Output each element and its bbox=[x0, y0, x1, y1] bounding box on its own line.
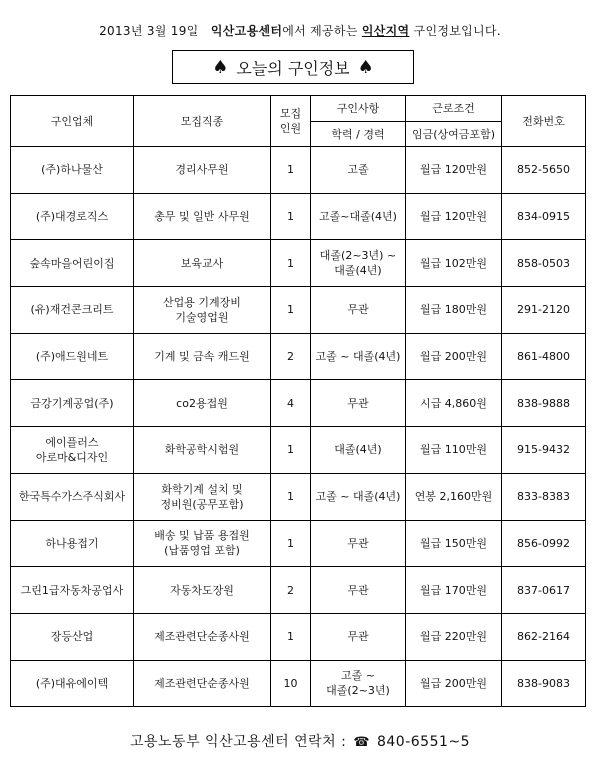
cell-job: 총무 및 일반 사무원 bbox=[134, 193, 271, 240]
table-row bbox=[11, 193, 586, 240]
cell-education: 고졸 ~ 대졸(2~3년) bbox=[311, 660, 406, 707]
cell-education: 무관 bbox=[311, 287, 406, 334]
cell-count: 4 bbox=[271, 380, 311, 427]
spade-icon: ♠ bbox=[212, 56, 229, 78]
cell-job: 기계 및 금속 캐드원 bbox=[134, 333, 271, 380]
cell-job: 자동차도장원 bbox=[134, 567, 271, 614]
col-header-count bbox=[271, 96, 311, 147]
cell-job: 경리사무원 bbox=[134, 147, 271, 194]
cell-phone: 861-4800 bbox=[502, 333, 586, 380]
telephone-icon: ☎ bbox=[353, 735, 371, 750]
cell-phone: 834-0915 bbox=[502, 193, 586, 240]
table-row bbox=[11, 287, 586, 334]
cell-count: 2 bbox=[271, 567, 311, 614]
cell-education: 무관 bbox=[311, 567, 406, 614]
cell-wage: 월급 180만원 bbox=[406, 287, 502, 334]
cell-wage: 월급 120만원 bbox=[406, 147, 502, 194]
cell-wage: 월급 200만원 bbox=[406, 660, 502, 707]
cell-company: 에이플러스 아로마&디자인 bbox=[11, 427, 134, 474]
cell-job: 제조관련단순종사원 bbox=[134, 660, 271, 707]
cell-education: 무관 bbox=[311, 613, 406, 660]
table-row bbox=[11, 613, 586, 660]
cell-wage: 월급 220만원 bbox=[406, 613, 502, 660]
cell-company: (주)대유에이텍 bbox=[11, 660, 134, 707]
col-header-job: 모집직종 bbox=[134, 96, 271, 147]
cell-education: 고졸 ~ 대졸(4년) bbox=[311, 333, 406, 380]
cell-count: 1 bbox=[271, 520, 311, 567]
cell-wage: 연봉 2,160만원 bbox=[406, 473, 502, 520]
cell-phone: 862-2164 bbox=[502, 613, 586, 660]
cell-company: 한국특수가스주식회사 bbox=[11, 473, 134, 520]
header-region: 익산지역 bbox=[361, 24, 410, 38]
footer-contact bbox=[0, 731, 600, 751]
cell-job: 보육교사 bbox=[134, 240, 271, 287]
cell-count: 10 bbox=[271, 660, 311, 707]
cell-job: 배송 및 납품 용접원 (납품영업 포함) bbox=[134, 520, 271, 567]
header-mid: 에서 제공하는 bbox=[282, 24, 358, 38]
cell-count: 2 bbox=[271, 333, 311, 380]
footer-phone: 840-6551~5 bbox=[376, 734, 471, 750]
table-row bbox=[11, 473, 586, 520]
cell-job: 화학공학시험원 bbox=[134, 427, 271, 474]
cell-company: 그린1급자동차공업사 bbox=[11, 567, 134, 614]
cell-company: 금강기계공업(주) bbox=[11, 380, 134, 427]
cell-education: 고졸 bbox=[311, 147, 406, 194]
cell-company: (주)애드원네트 bbox=[11, 333, 134, 380]
cell-count: 1 bbox=[271, 240, 311, 287]
cell-count: 1 bbox=[271, 427, 311, 474]
cell-wage: 월급 150만원 bbox=[406, 520, 502, 567]
table-row bbox=[11, 147, 586, 194]
cell-wage: 월급 200만원 bbox=[406, 333, 502, 380]
cell-count: 1 bbox=[271, 147, 311, 194]
cell-education: 고졸~대졸(4년) bbox=[311, 193, 406, 240]
table-row bbox=[11, 333, 586, 380]
job-listings-table bbox=[10, 95, 586, 707]
cell-count: 1 bbox=[271, 613, 311, 660]
cell-job: 화학기계 설치 및 정비원(공무포함) bbox=[134, 473, 271, 520]
cell-job: 제조관련단순종사원 bbox=[134, 613, 271, 660]
cell-phone: 856-0992 bbox=[502, 520, 586, 567]
col-header-wage: 임금(상여금포함) bbox=[406, 122, 502, 147]
cell-wage: 월급 120만원 bbox=[406, 193, 502, 240]
col-header-conditions: 근로조건 bbox=[406, 96, 502, 122]
cell-phone: 838-9888 bbox=[502, 380, 586, 427]
table-row bbox=[11, 427, 586, 474]
cell-company: (주)대경로직스 bbox=[11, 193, 134, 240]
table-row bbox=[11, 380, 586, 427]
cell-education: 대졸(4년) bbox=[311, 427, 406, 474]
cell-education: 무관 bbox=[311, 520, 406, 567]
col-header-count-line2: 인원 bbox=[279, 122, 302, 135]
cell-company: 숲속마을어린이집 bbox=[11, 240, 134, 287]
col-header-education: 학력 / 경력 bbox=[311, 122, 406, 147]
page-title: 오늘의 구인정보 bbox=[236, 58, 350, 78]
col-header-phone: 전화번호 bbox=[502, 96, 586, 147]
cell-wage: 월급 110만원 bbox=[406, 427, 502, 474]
cell-count: 1 bbox=[271, 193, 311, 240]
cell-phone: 838-9083 bbox=[502, 660, 586, 707]
cell-company: (유)재건콘크리트 bbox=[11, 287, 134, 334]
cell-education: 대졸(2~3년) ~ 대졸(4년) bbox=[311, 240, 406, 287]
col-header-requirements: 구인사항 bbox=[311, 96, 406, 122]
cell-count: 1 bbox=[271, 473, 311, 520]
cell-phone: 915-9432 bbox=[502, 427, 586, 474]
cell-education: 고졸 ~ 대졸(4년) bbox=[311, 473, 406, 520]
header-center: 익산고용센터 bbox=[210, 24, 283, 38]
col-header-count-line1: 모집 bbox=[279, 107, 302, 120]
title-box bbox=[172, 50, 414, 84]
cell-job: 산업용 기계장비 기술영업원 bbox=[134, 287, 271, 334]
cell-education: 무관 bbox=[311, 380, 406, 427]
cell-phone: 291-2120 bbox=[502, 287, 586, 334]
col-header-company: 구인업체 bbox=[11, 96, 134, 147]
table-row bbox=[11, 567, 586, 614]
table-row bbox=[11, 240, 586, 287]
cell-company: 장등산업 bbox=[11, 613, 134, 660]
cell-phone: 837-0617 bbox=[502, 567, 586, 614]
cell-count: 1 bbox=[271, 287, 311, 334]
cell-wage: 월급 170만원 bbox=[406, 567, 502, 614]
cell-company: 하나용접기 bbox=[11, 520, 134, 567]
table-row bbox=[11, 660, 586, 707]
header-date: 2013년 3월 19일 bbox=[99, 24, 199, 38]
table-row bbox=[11, 520, 586, 567]
footer-text: 고용노동부 익산고용센터 연락처 : bbox=[129, 734, 347, 750]
cell-phone: 852-5650 bbox=[502, 147, 586, 194]
cell-phone: 858-0503 bbox=[502, 240, 586, 287]
cell-wage: 시급 4,860원 bbox=[406, 380, 502, 427]
header-notice bbox=[0, 22, 600, 39]
header-tail: 구인정보입니다. bbox=[413, 24, 501, 38]
cell-company: (주)하나물산 bbox=[11, 147, 134, 194]
spade-icon: ♠ bbox=[357, 56, 374, 78]
cell-job: co2용접원 bbox=[134, 380, 271, 427]
cell-phone: 833-8383 bbox=[502, 473, 586, 520]
cell-wage: 월급 102만원 bbox=[406, 240, 502, 287]
